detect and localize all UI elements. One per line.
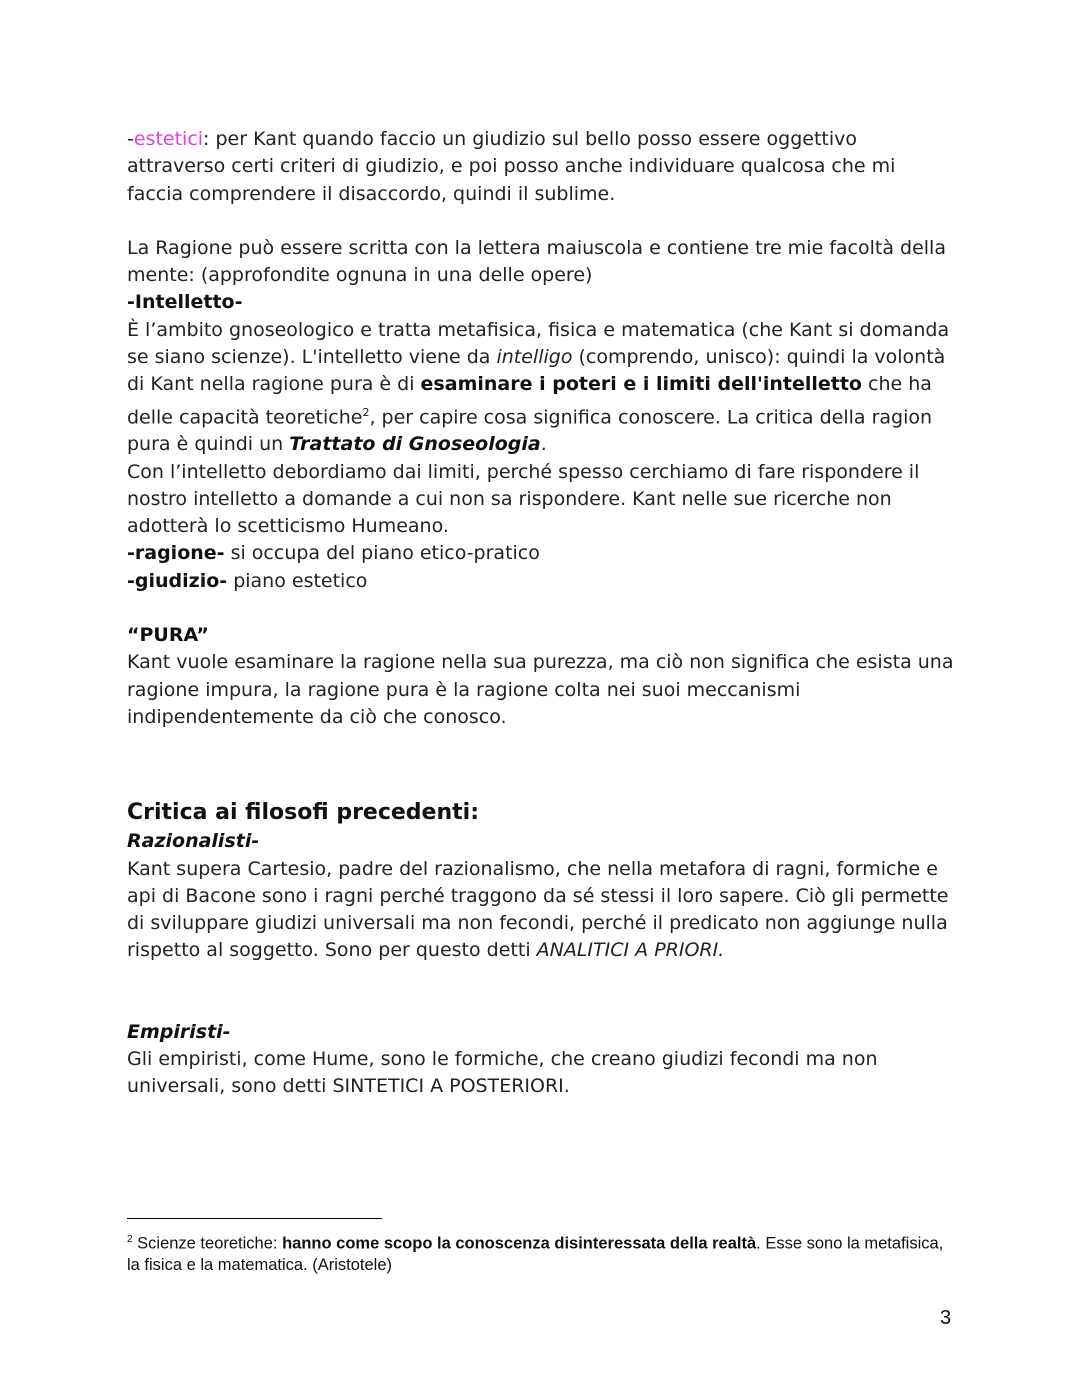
pura-heading: “PURA” [127,624,209,647]
razionalisti-paragraph: Kant supera Cartesio, padre del razionalismo, che nella metafora di ragni, formiche e api di Bacone sono i ragni perché traggono da sé stessi il loro sapere. Ciò gli permette di sviluppare giudizi universali ma non fecondi, perché il predicato non aggiunge nulla rispetto al soggetto. Sono per questo detti ANALITICI A PRIORI. [127,857,949,962]
intelletto-paragraph: È l’ambito gnoseologico e tratta metafisica, fisica e matematica (che Kant si domanda se siano scienze). L'intelletto viene da intelligo (comprendo, unisco): quindi la volontà di Kant nella ragione pura è di esaminare i poteri e i limiti dell'intelletto che ha delle capacità teoretiche$^2$, per capire cosa significa conoscere. La critica della ragion pura è quindi un Trattato di Gnoseologia. [127,318,950,456]
critica-heading: Critica ai filosofi precedenti: [127,800,479,826]
giudizio-line: -giudizio- piano estetico [127,569,368,592]
empiristi-paragraph: Gli empiristi, come Hume, sono le formiche, che creano giudizi fecondi ma non universali, sono detti SINTETICI A POSTERIORI. [127,1048,878,1098]
empiristi-heading: Empiristi- [127,1020,231,1043]
footnote-reference[interactable]: 2 [362,405,370,419]
footnote-separator [127,1218,382,1219]
document-page [127,126,957,1101]
pura-paragraph: Kant vuole esaminare la ragione nella sua purezza, ma ciò non significa che esista una ragione impura, la ragione pura è la ragione colta nei suoi meccanismi indipendentemente da ciò che conosco. [127,651,954,728]
footnote: $^2$ Scienze teoretiche: hanno come scopo la conoscenza disinteressata della realtà. Esse sono la metafisica, la fisica e la matematica. (Aristotele) [127,1234,944,1274]
ragione-line: -ragione- si occupa del piano etico-pratico [127,542,540,565]
page-number: 3 [940,1307,952,1329]
intelletto-heading: -Intelletto- [127,291,243,314]
debordiamo-paragraph: Con l’intelletto debordiamo dai limiti, perché spesso cerchiamo di fare rispondere il nostro intelletto a domande a cui non sa rispondere. Kant nelle sue ricerche non adotterà lo scetticismo Humeano. [127,460,920,538]
razionalisti-heading: Razionalisti- [127,830,260,853]
estetici-term: estetici [133,128,204,150]
ragione-intro: La Ragione può essere scritta con la lettera maiuscola e contiene tre mie facoltà della mente: (approfondite ognuna in una delle opere) [127,236,946,287]
estetici-paragraph: -estetici: per Kant quando faccio un giudizio sul bello posso essere oggettivo attraverso certi criteri di giudizio, e poi posso anche individuare qualcosa che mi faccia comprendere il disaccordo, quindi il sublime. [127,128,896,205]
